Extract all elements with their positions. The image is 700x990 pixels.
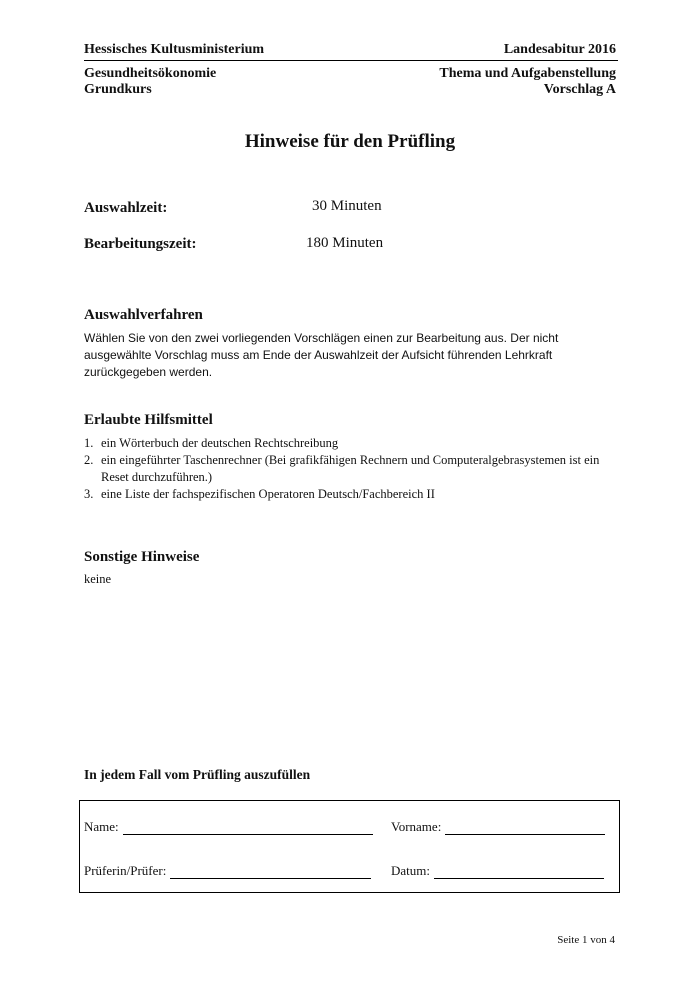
sonstige-text: keine xyxy=(84,572,112,586)
pruefer-label: Prüferin/Prüfer: xyxy=(84,863,167,878)
auswahlzeit-label: Auswahlzeit: xyxy=(84,200,168,216)
header-rule xyxy=(84,60,618,61)
page-title: Hinweise für den Prüfling xyxy=(244,131,456,152)
hilfsmittel-list xyxy=(84,435,614,503)
datum-field[interactable] xyxy=(391,863,604,879)
page-number: Seite 1 von 4 xyxy=(557,934,615,946)
header-proposal: Vorschlag A xyxy=(543,82,616,97)
header-ministry: Hessisches Kultusministerium xyxy=(84,42,265,57)
pruefer-line[interactable] xyxy=(170,866,371,879)
list-item: 3. eine Liste der fachspezifischen Operatoren Deutsch/Fachbereich II xyxy=(84,487,435,501)
vorname-field[interactable] xyxy=(391,819,605,835)
header-subject: Gesundheitsökonomie xyxy=(84,66,217,81)
auswahlverfahren-heading: Auswahlverfahren xyxy=(84,307,203,323)
vorname-line[interactable] xyxy=(445,822,605,835)
bearbeitungszeit-value: 180 Minuten xyxy=(306,235,384,251)
sonstige-heading: Sonstige Hinweise xyxy=(84,549,200,565)
header-topic: Thema und Aufgabenstellung xyxy=(439,66,616,81)
auswahlverfahren-text: Wählen Sie von den zwei vorliegenden Vorschlägen einen zur Bearbeitung aus. Der nicht ausgewählte Vorschlag muss am Ende der Auswahlzeit der Aufsicht führenden Lehrkraft zurückgegeben werden. xyxy=(84,331,559,379)
form-heading: In jedem Fall vom Prüfling auszufüllen xyxy=(84,767,311,782)
list-item: 1. ein Wörterbuch der deutschen Rechtschreibung xyxy=(84,436,339,450)
hilfsmittel-heading: Erlaubte Hilfsmittel xyxy=(84,412,213,428)
student-info-box xyxy=(79,800,620,893)
vorname-label: Vorname: xyxy=(391,819,442,834)
list-item: 2. ein eingeführter Taschenrechner (Bei grafikfähigen Rechnern und Computeralgebrasystemen ist ein Reset durchzuführen.) xyxy=(84,453,600,484)
datum-line[interactable] xyxy=(434,866,604,879)
name-label: Name: xyxy=(84,819,119,834)
datum-label: Datum: xyxy=(391,863,430,878)
auswahlzeit-value: 30 Minuten xyxy=(312,198,382,214)
name-line[interactable] xyxy=(123,822,373,835)
header-course: Grundkurs xyxy=(84,82,152,97)
header-exam: Landesabitur 2016 xyxy=(503,42,616,57)
pruefer-field[interactable] xyxy=(84,863,371,879)
name-field[interactable] xyxy=(84,819,373,835)
bearbeitungszeit-label: Bearbeitungszeit: xyxy=(84,236,197,252)
